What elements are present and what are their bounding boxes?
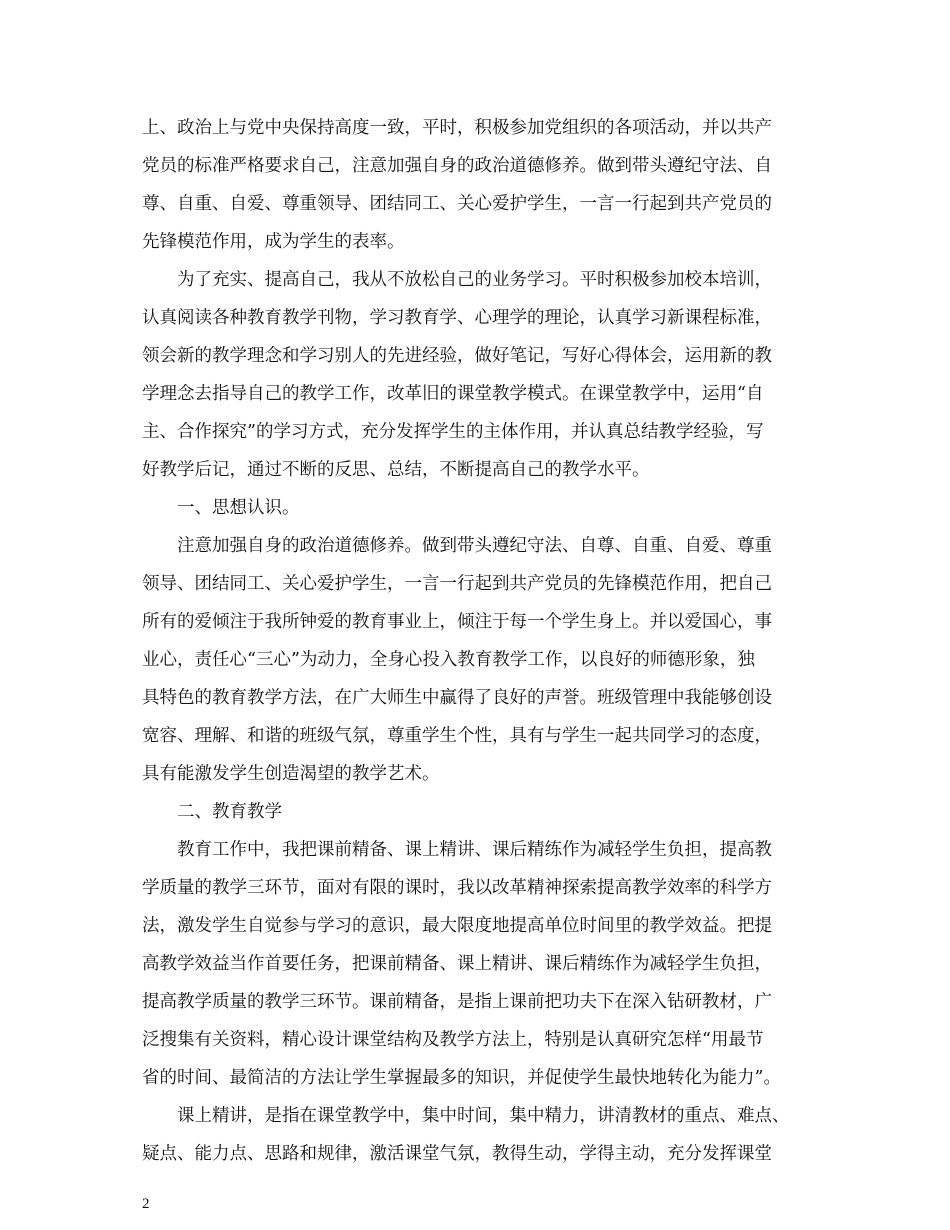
text-line: 学理念去指导自己的教学工作，改革旧的课堂教学模式。在课堂教学中，运用“自 bbox=[142, 384, 764, 404]
text-line: 具特色的教育教学方法，在广大师生中赢得了良好的声誉。班级管理中我能够创设 bbox=[142, 688, 772, 708]
text-line: 认真阅读各种教育教学刊物，学习教育学、心理学的理论，认真学习新课程标准， bbox=[142, 308, 772, 328]
text-line: 领会新的教学理念和学习别人的先进经验，做好笔记，写好心得体会，运用新的教 bbox=[142, 346, 772, 366]
text-line: 所有的爱倾注于我所钟爱的教育事业上，倾注于每一个学生身上。并以爱国心，事 bbox=[142, 612, 772, 632]
text-line: 具有能激发学生创造渴望的教学艺术。 bbox=[142, 764, 440, 784]
text-line: 尊、自重、自爱、尊重领导、团结同工、关心爱护学生，一言一行起到共产党员的 bbox=[142, 194, 772, 214]
text-line: 省的时间、最简洁的方法让学生掌握最多的知识，并促使学生最快地转化为能力”。 bbox=[142, 1068, 781, 1088]
text-line: 领导、团结同工、关心爱护学生，一言一行起到共产党员的先锋模范作用，把自己 bbox=[142, 574, 772, 594]
section-heading: 二、教育教学 bbox=[142, 802, 282, 822]
text-line: 上、政治上与党中央保持高度一致，平时，积极参加党组织的各项活动，并以共产 bbox=[142, 118, 772, 138]
text-line: 注意加强自身的政治道德修养。做到带头遵纪守法、自尊、自重、自爱、尊重 bbox=[142, 536, 772, 556]
text-line: 党员的标准严格要求自己，注意加强自身的政治道德修养。做到带头遵纪守法、自 bbox=[142, 156, 772, 176]
text-line: 学质量的教学三环节，面对有限的课时，我以改革精神探索提高教学效率的科学方 bbox=[142, 878, 772, 898]
section-heading: 一、思想认识。 bbox=[142, 498, 300, 518]
text-line: 主、合作探究”的学习方式，充分发挥学生的主体作用，并认真总结教学经验，写 bbox=[142, 422, 764, 442]
text-line: 高教学效益当作首要任务，把课前精备、课上精讲、课后精练作为减轻学生负担， bbox=[142, 954, 772, 974]
text-line: 泛搜集有关资料，精心设计课堂结构及教学方法上，特别是认真研究怎样“用最节 bbox=[142, 1030, 764, 1050]
text-line: 为了充实、提高自己，我从不放松自己的业务学习。平时积极参加校本培训， bbox=[142, 270, 772, 290]
text-line: 宽容、理解、和谐的班级气氛，尊重学生个性，具有与学生一起共同学习的态度， bbox=[142, 726, 772, 746]
page-number: 2 bbox=[142, 1196, 150, 1212]
text-line: 疑点、能力点、思路和规律，激活课堂气氛，教得生动，学得主动，充分发挥课堂 bbox=[142, 1144, 772, 1164]
text-line: 提高教学质量的教学三环节。课前精备，是指上课前把功夫下在深入钻研教材，广 bbox=[142, 992, 772, 1012]
text-line: 教育工作中，我把课前精备、课上精讲、课后精练作为减轻学生负担，提高教 bbox=[142, 840, 772, 860]
text-line: 课上精讲，是指在课堂教学中，集中时间，集中精力，讲清教材的重点、难点、 bbox=[142, 1106, 790, 1126]
text-line: 业心，责任心“三心”为动力，全身心投入教育教学工作，以良好的师德形象，独 bbox=[142, 650, 755, 670]
text-line: 好教学后记，通过不断的反思、总结，不断提高自己的教学水平。 bbox=[142, 460, 650, 480]
text-line: 先锋模范作用，成为学生的表率。 bbox=[142, 232, 405, 252]
text-line: 法，激发学生自觉参与学习的意识，最大限度地提高单位时间里的教学效益。把提 bbox=[142, 916, 772, 936]
